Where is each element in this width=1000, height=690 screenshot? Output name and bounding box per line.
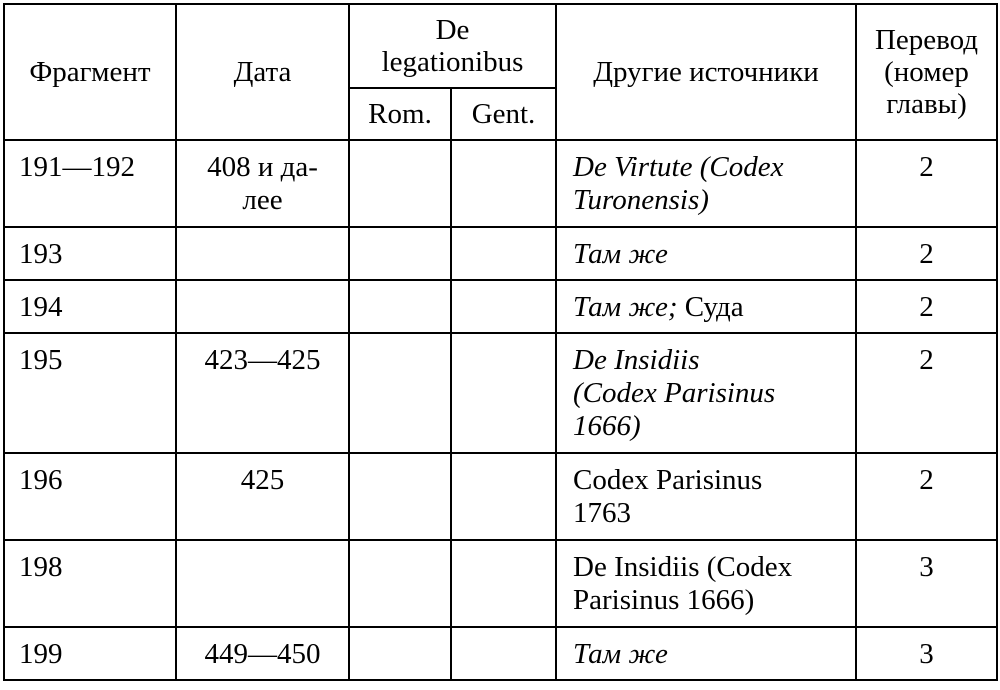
cell-date: 425 bbox=[176, 453, 349, 540]
header-row bbox=[4, 4, 997, 88]
cell-date: 449—450 bbox=[176, 627, 349, 680]
cell-fragment: 191—192 bbox=[4, 140, 176, 227]
cell-date: 423—425 bbox=[176, 333, 349, 453]
table-row bbox=[4, 453, 997, 540]
fragments-table bbox=[3, 3, 998, 681]
cell-fragment: 196 bbox=[4, 453, 176, 540]
cell-chapter: 2 bbox=[856, 333, 997, 453]
header-de-legationibus: De legationibus bbox=[349, 4, 556, 88]
header-rom: Rom. bbox=[349, 88, 451, 140]
cell-fragment: 198 bbox=[4, 540, 176, 627]
cell-fragment: 194 bbox=[4, 280, 176, 333]
cell-fragment: 195 bbox=[4, 333, 176, 453]
cell-chapter: 2 bbox=[856, 140, 997, 227]
cell-date: 408 и да- лее bbox=[176, 140, 349, 227]
table-row bbox=[4, 227, 997, 280]
source-italic: Там же bbox=[573, 238, 668, 270]
table-row bbox=[4, 540, 997, 627]
header-other-sources: Другие источники bbox=[556, 4, 856, 140]
cell-chapter: 2 bbox=[856, 280, 997, 333]
cell-other-sources bbox=[556, 280, 856, 333]
cell-other-sources bbox=[556, 227, 856, 280]
header-fragment: Фрагмент bbox=[4, 4, 176, 140]
cell-date bbox=[176, 280, 349, 333]
table-row bbox=[4, 140, 997, 227]
cell-gent bbox=[451, 453, 556, 540]
header-date: Дата bbox=[176, 4, 349, 140]
source-italic: De Virtute (Codex Turonensis) bbox=[573, 151, 784, 216]
source-plain: De Insidiis (Codex Parisinus 1666) bbox=[573, 551, 793, 616]
cell-chapter: 3 bbox=[856, 627, 997, 680]
cell-rom bbox=[349, 280, 451, 333]
cell-gent bbox=[451, 280, 556, 333]
cell-gent bbox=[451, 333, 556, 453]
cell-chapter: 2 bbox=[856, 227, 997, 280]
cell-fragment: 193 bbox=[4, 227, 176, 280]
cell-chapter: 2 bbox=[856, 453, 997, 540]
source-italic: Там же; bbox=[573, 291, 678, 323]
source-italic: Там же bbox=[573, 638, 668, 670]
cell-rom bbox=[349, 140, 451, 227]
cell-rom bbox=[349, 453, 451, 540]
cell-rom bbox=[349, 540, 451, 627]
source-plain: Суда bbox=[677, 291, 744, 323]
cell-other-sources bbox=[556, 627, 856, 680]
cell-chapter: 3 bbox=[856, 540, 997, 627]
cell-gent bbox=[451, 540, 556, 627]
cell-other-sources bbox=[556, 333, 856, 453]
cell-rom bbox=[349, 227, 451, 280]
cell-other-sources bbox=[556, 453, 856, 540]
cell-gent bbox=[451, 627, 556, 680]
cell-gent bbox=[451, 227, 556, 280]
header-gent: Gent. bbox=[451, 88, 556, 140]
table-row bbox=[4, 627, 997, 680]
cell-fragment: 199 bbox=[4, 627, 176, 680]
cell-rom bbox=[349, 333, 451, 453]
cell-date bbox=[176, 227, 349, 280]
source-plain: Codex Parisinus 1763 bbox=[573, 464, 763, 529]
header-translation: Перевод (номер главы) bbox=[856, 4, 997, 140]
table-row bbox=[4, 280, 997, 333]
cell-rom bbox=[349, 627, 451, 680]
cell-other-sources bbox=[556, 540, 856, 627]
cell-gent bbox=[451, 140, 556, 227]
cell-date bbox=[176, 540, 349, 627]
table-row bbox=[4, 333, 997, 453]
source-italic: De Insidiis (Codex Parisinus 1666) bbox=[573, 344, 776, 442]
cell-other-sources bbox=[556, 140, 856, 227]
